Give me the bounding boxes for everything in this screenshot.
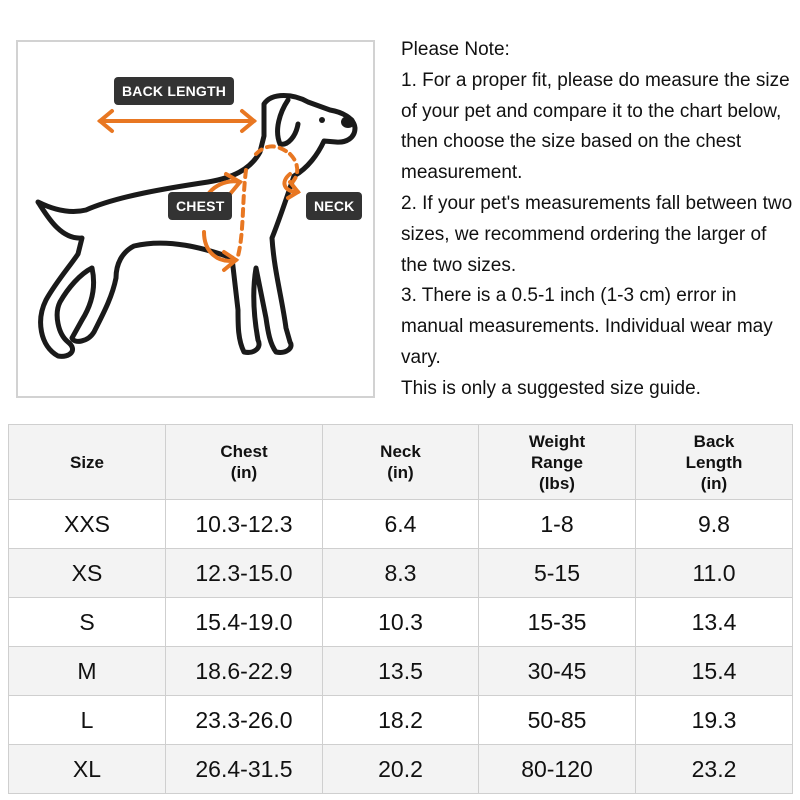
cell-chest: 26.4-31.5: [166, 745, 323, 794]
dog-nose: [341, 116, 355, 128]
note-item-1: 1. For a proper fit, please do measure the size of your pet and compare it to the chart below, then choose the size based on the chest measurement.: [401, 69, 790, 184]
cell-chest: 18.6-22.9: [166, 647, 323, 696]
size-chart-table: [8, 424, 793, 794]
table-header-row: [9, 425, 793, 500]
cell-size: XS: [9, 549, 166, 598]
dog-ear-outline: [278, 100, 298, 144]
cell-back-length: 19.3: [636, 696, 793, 745]
cell-weight: 30-45: [479, 647, 636, 696]
cell-weight: 5-15: [479, 549, 636, 598]
cell-weight: 1-8: [479, 500, 636, 549]
cell-weight: 80-120: [479, 745, 636, 794]
cell-size: L: [9, 696, 166, 745]
cell-back-length: 15.4: [636, 647, 793, 696]
note-item-3: 3. There is a 0.5-1 inch (1-3 cm) error in manual measurements. Individual wear may vary.: [401, 285, 773, 368]
neck-measure-icon: [256, 146, 298, 198]
notes-footer: This is only a suggested size guide.: [401, 377, 701, 399]
cell-back-length: 13.4: [636, 598, 793, 647]
cell-neck: 10.3: [323, 598, 479, 647]
cell-back-length: 9.8: [636, 500, 793, 549]
cell-weight: 50-85: [479, 696, 636, 745]
cell-chest: 12.3-15.0: [166, 549, 323, 598]
cell-size: S: [9, 598, 166, 647]
table-row: [9, 647, 793, 696]
table-row: [9, 745, 793, 794]
cell-size: M: [9, 647, 166, 696]
chest-measure-icon: [204, 170, 246, 270]
cell-neck: 20.2: [323, 745, 479, 794]
chest-label: CHEST: [168, 192, 232, 220]
table-row: [9, 696, 793, 745]
cell-chest: 10.3-12.3: [166, 500, 323, 549]
dog-eye: [319, 117, 325, 123]
header-size: Size: [9, 425, 166, 500]
table-row: [9, 500, 793, 549]
dog-body-outline: [38, 96, 355, 357]
cell-size: XXS: [9, 500, 166, 549]
header-back-length: Back Length (in): [636, 425, 793, 500]
note-item-2: 2. If your pet's measurements fall between two sizes, we recommend ordering the larger of the two sizes.: [401, 192, 793, 276]
cell-neck: 6.4: [323, 500, 479, 549]
cell-back-length: 11.0: [636, 549, 793, 598]
size-notes: [401, 35, 796, 405]
header-neck: Neck (in): [323, 425, 479, 500]
table-row: [9, 549, 793, 598]
measurement-diagram: [16, 40, 375, 398]
back-length-arrow-icon: [100, 111, 254, 131]
cell-neck: 13.5: [323, 647, 479, 696]
header-weight-range: Weight Range (lbs): [479, 425, 636, 500]
cell-back-length: 23.2: [636, 745, 793, 794]
notes-heading: Please Note:: [401, 39, 510, 60]
cell-chest: 23.3-26.0: [166, 696, 323, 745]
cell-weight: 15-35: [479, 598, 636, 647]
table-row: [9, 598, 793, 647]
cell-neck: 8.3: [323, 549, 479, 598]
neck-label: NECK: [306, 192, 362, 220]
header-chest: Chest (in): [166, 425, 323, 500]
back-length-label: BACK LENGTH: [114, 77, 234, 105]
cell-neck: 18.2: [323, 696, 479, 745]
cell-size: XL: [9, 745, 166, 794]
cell-chest: 15.4-19.0: [166, 598, 323, 647]
